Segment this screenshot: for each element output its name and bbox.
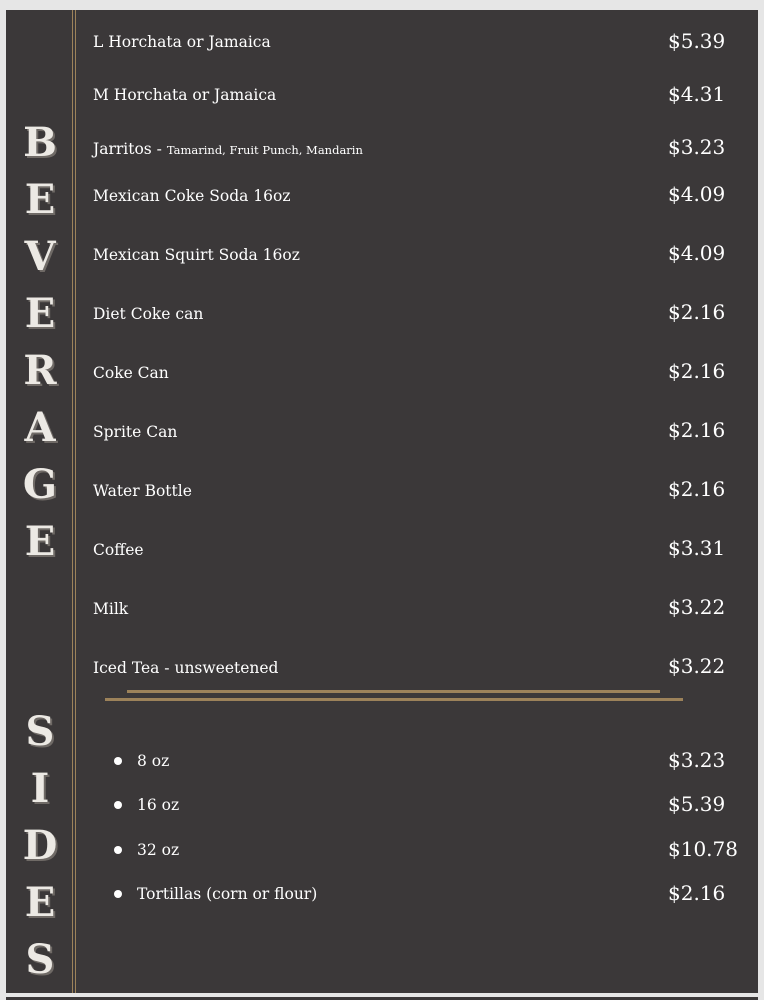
beverage-letter: R [23,347,57,394]
bullet-icon [114,801,122,809]
gold-vertical-rule [72,10,76,993]
item-name [93,139,363,160]
item-name: 32 oz [137,841,180,859]
beverage-letter: A [24,404,56,451]
beverage-letter: E [24,518,56,565]
item-price: $3.23 [668,748,726,772]
item-price: $3.23 [668,135,726,159]
item-price: $3.31 [668,536,726,560]
bullet-icon [114,757,122,765]
sides-letter: S [25,936,55,983]
beverage-letter: V [24,233,56,280]
beverage-letter: E [24,176,56,223]
item-price: $5.39 [668,792,726,816]
item-name: Coffee [93,541,144,559]
item-price: $4.31 [668,82,726,106]
bullet-icon [114,846,122,854]
beverage-letter: B [23,119,57,166]
item-name: Iced Tea - unsweetened [93,659,279,677]
item-price: $2.16 [668,300,726,324]
section-divider [127,690,660,693]
item-name: Diet Coke can [93,305,204,323]
sides-letter: I [30,765,50,812]
item-name: M Horchata or Jamaica [93,86,277,104]
item-name: 16 oz [137,796,180,814]
item-name: Coke Can [93,364,169,382]
item-name: L Horchata or Jamaica [93,33,271,51]
beverage-letter: G [22,461,58,508]
item-price: $4.09 [668,182,726,206]
item-price: $2.16 [668,881,726,905]
item-price: $4.09 [668,241,726,265]
sides-letter: E [24,879,56,926]
beverage-letter: E [24,290,56,337]
item-name-main: Jarritos - [93,140,167,158]
item-price: $3.22 [668,595,726,619]
item-price: $3.22 [668,654,726,678]
sides-letter: D [22,822,58,869]
item-name: Water Bottle [93,482,192,500]
item-price: $2.16 [668,477,726,501]
section-divider [105,698,683,701]
item-name: Tortillas (corn or flour) [137,885,318,903]
item-name: Mexican Coke Soda 16oz [93,187,291,205]
item-price: $2.16 [668,359,726,383]
item-detail: Tamarind, Fruit Punch, Mandarin [166,143,363,157]
item-name: Sprite Can [93,423,178,441]
item-price: $2.16 [668,418,726,442]
sides-letter: S [25,708,55,755]
item-price: $10.78 [668,837,738,861]
item-name: Mexican Squirt Soda 16oz [93,246,300,264]
item-name: 8 oz [137,752,170,770]
menu-page [6,10,758,993]
item-name: Milk [93,600,129,618]
bullet-icon [114,890,122,898]
item-price: $5.39 [668,29,726,53]
